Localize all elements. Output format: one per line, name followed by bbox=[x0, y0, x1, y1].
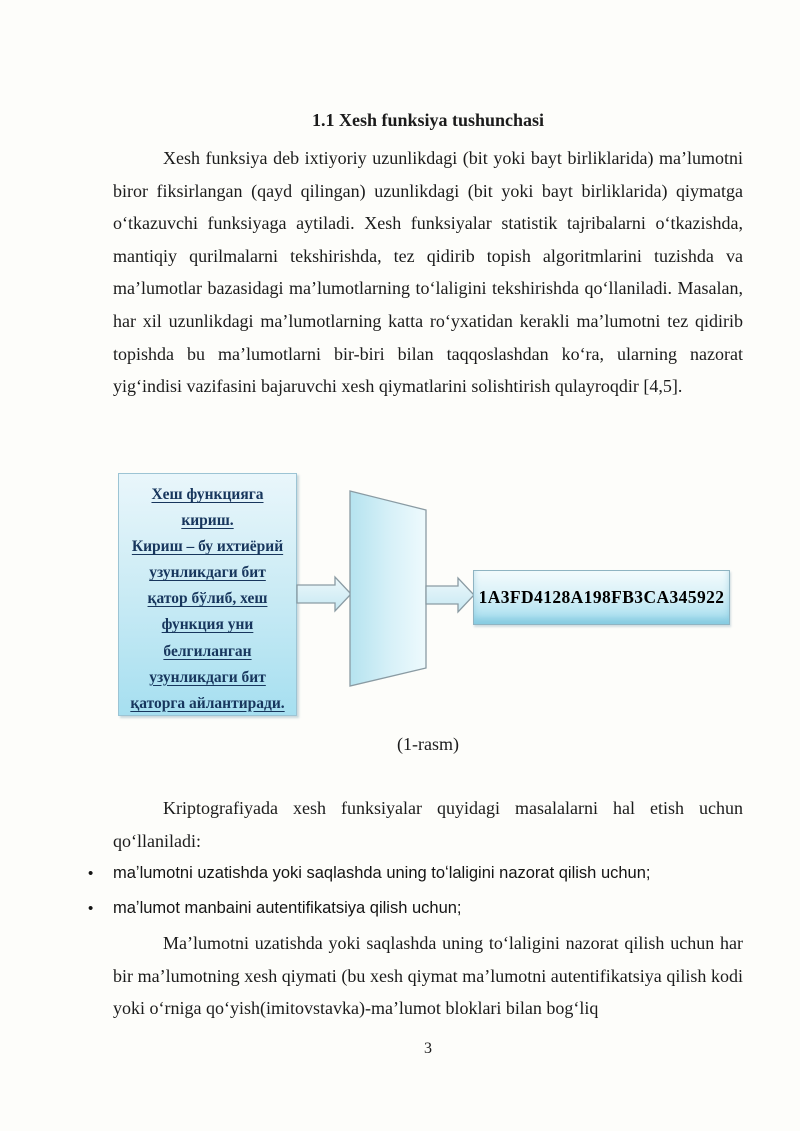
output-arrow-icon bbox=[426, 578, 474, 612]
bullet-list bbox=[88, 856, 746, 926]
bullet-icon: • bbox=[88, 900, 94, 917]
intro-paragraph: Xesh funksiya deb ixtiyoriy uzunlikdagi (bit yoki bayt birliklarida) maʼlumotni biror fiksirlangan (qayd qilingan) uzunlikdagi (bit yoki bayt birliklarida) qiymatga oʻtkazuvchi funksiyaga aytiladi. Xesh funksiyalar statistik tajribalarni oʻtkazishda, mantiqiy qurilmalarni tekshirishda, tez qidirib topish algoritmlarini tuzishda va maʼlumotlar bazasidagi maʼlumotlarning toʻlaligini tekshirishda qoʻllaniladi. Masalan, har xil uzunlikdagi maʼlumotlarning katta roʻyxatidan kerakli maʼlumotni tez qidirib topishda bu maʼlumotlarni bir-biri bilan taqqoslashdan koʻra, ularning nazorat yigʻindisi vazifasini bajaruvchi xesh qiymatlarini solishtirish qulayroqdir [4,5]. bbox=[113, 148, 743, 397]
list-item-text: maʼlumot manbaini autentifikatsiya qilish uchun; bbox=[113, 899, 462, 917]
list-item bbox=[88, 891, 746, 926]
hash-input-box bbox=[118, 473, 297, 716]
input-box-line: узунликдаги бит bbox=[149, 564, 266, 582]
final-paragraph: Maʼlumotni uzatishda yoki saqlashda uning toʻlaligini nazorat qilish uchun har bir maʼlumotning xesh qiymati (bu xesh qiymat maʼlumotni autentifikatsiya qilish kodi yoki oʻrniga qoʻyish(imitovstavka)-maʼlumot bloklari bilan bogʻliq bbox=[113, 933, 743, 1019]
bullet-icon: • bbox=[88, 865, 94, 882]
input-box-line: қатор бўлиб, хеш bbox=[147, 590, 268, 608]
input-box-line: кириш. bbox=[181, 512, 234, 530]
input-box-line: узунликдаги бит bbox=[149, 668, 266, 686]
section-heading: 1.1 Xesh funksiya tushunchasi bbox=[311, 110, 545, 130]
figure-caption: (1-rasm) bbox=[397, 734, 459, 754]
input-box-line: функция уни bbox=[161, 616, 254, 634]
input-box-line: қаторга айлантиради. bbox=[130, 694, 285, 712]
crypto-paragraph: Kriptografiyada xesh funksiyalar quyidagi masalalarni hal etish uchun qoʻllaniladi: bbox=[113, 798, 743, 851]
figure-shapes bbox=[290, 460, 480, 700]
input-box-line: белгиланган bbox=[163, 642, 252, 660]
input-box-line: Хеш функцияга bbox=[151, 486, 264, 503]
page-number: 3 bbox=[424, 1040, 432, 1057]
hash-function-shape bbox=[350, 491, 426, 686]
list-item bbox=[88, 856, 746, 891]
list-item-text: maʼlumotni uzatishda yoki saqlashda uning toʻlaligini nazorat qilish uchun; bbox=[113, 864, 651, 882]
hash-output-box bbox=[473, 570, 730, 625]
hash-value: 1A3FD4128A198FB3CA345922 bbox=[478, 587, 725, 607]
input-arrow-icon bbox=[297, 577, 351, 611]
input-box-line: Кириш – бу ихтиёрий bbox=[131, 538, 284, 556]
